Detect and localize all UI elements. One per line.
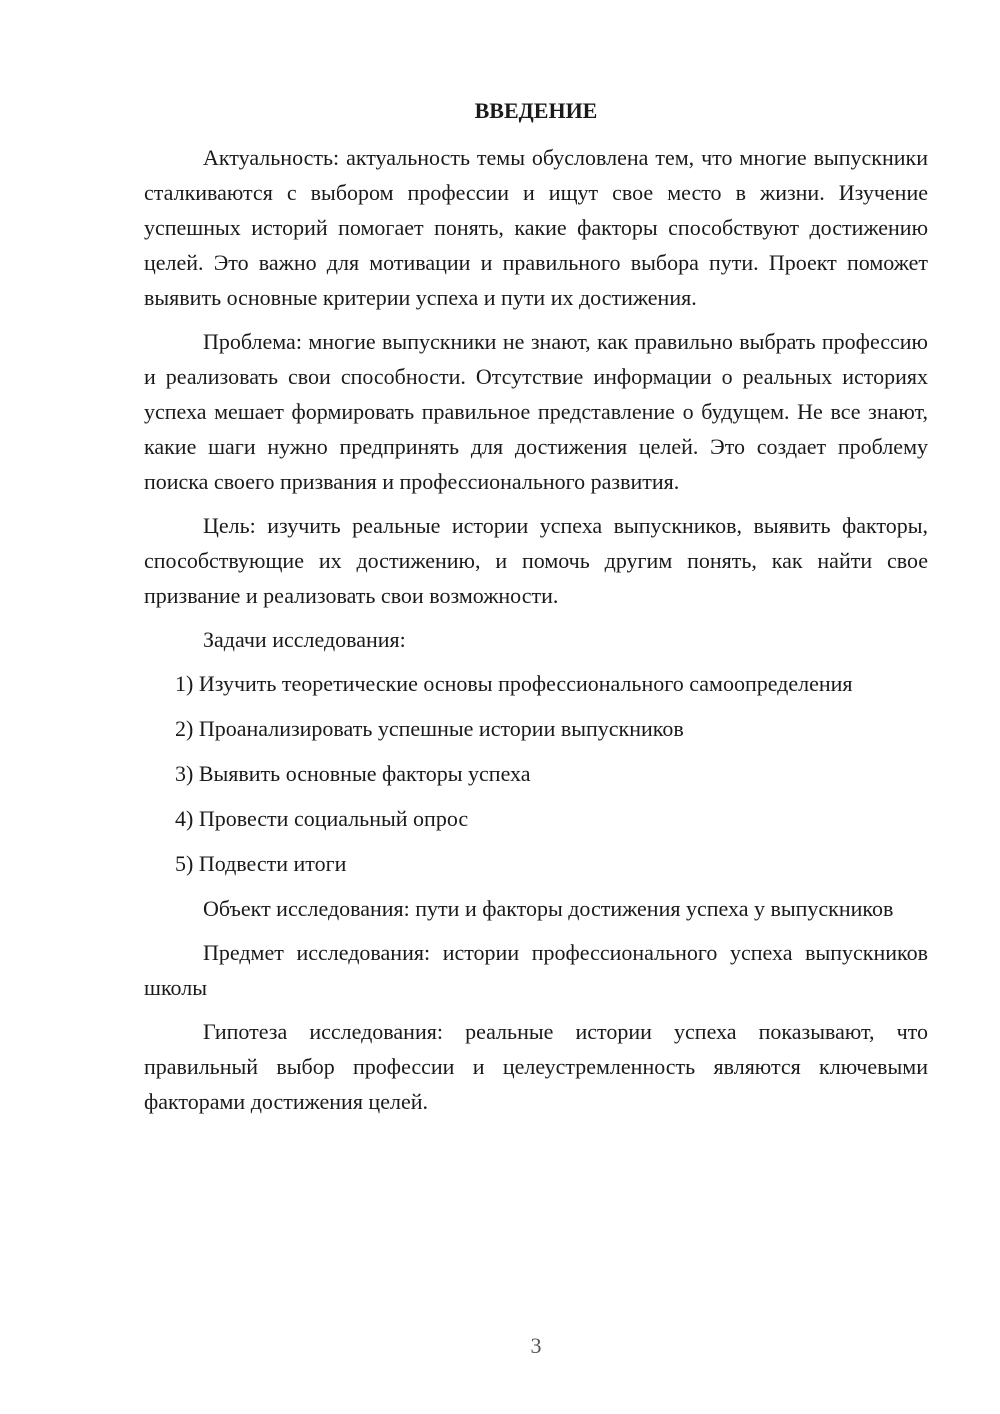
paragraph-relevance: Актуальность: актуальность темы обусловлена тем, что многие выпускники сталкиваются с выбором профессии и ищут свое место в жизни. Изучение успешных историй помогает понять, какие факторы способствуют достижению целей. Это важно для мотивации и правильного выбора пути. Проект поможет выявить основные критерии успеха и пути их достижения. — [144, 145, 928, 310]
document-page — [144, 96, 928, 1128]
paragraph-hypothesis: Гипотеза исследования: реальные истории успеха показывают, что правильный выбор профессии и целеустремленность являются ключевыми факторами достижения целей. — [144, 1019, 928, 1114]
paragraph-goal: Цель: изучить реальные истории успеха выпускников, выявить факторы, способствующие их достижению, и помочь другим понять, как найти свое призвание и реализовать свои возможности. — [144, 513, 928, 608]
paragraph-problem: Проблема: многие выпускники не знают, как правильно выбрать профессию и реализовать свои способности. Отсутствие информации о реальных историях успеха мешает формировать правильное представление о будущем. Не все знают, какие шаги нужно предпринять для достижения целей. Это создает проблему поиска своего призвания и профессионального развития. — [144, 329, 928, 494]
task-item-5: 5) Подвести итоги — [175, 851, 347, 876]
task-item-4: 4) Провести социальный опрос — [175, 806, 469, 831]
paragraph-subject: Предмет исследования: истории профессионального успеха выпускников школы — [144, 940, 928, 1000]
page-number: 3 — [530, 1333, 542, 1358]
task-list — [144, 666, 928, 881]
tasks-heading: Задачи исследования: — [203, 627, 406, 652]
task-item-2: 2) Проанализировать успешные истории выпускников — [175, 716, 684, 741]
task-item-1: 1) Изучить теоретические основы профессионального самоопределения — [175, 671, 853, 696]
paragraph-object: Объект исследования: пути и факторы достижения успеха у выпускников — [203, 896, 894, 921]
task-item-3: 3) Выявить основные факторы успеха — [175, 761, 531, 786]
document-title: ВВЕДЕНИЕ — [474, 98, 598, 123]
